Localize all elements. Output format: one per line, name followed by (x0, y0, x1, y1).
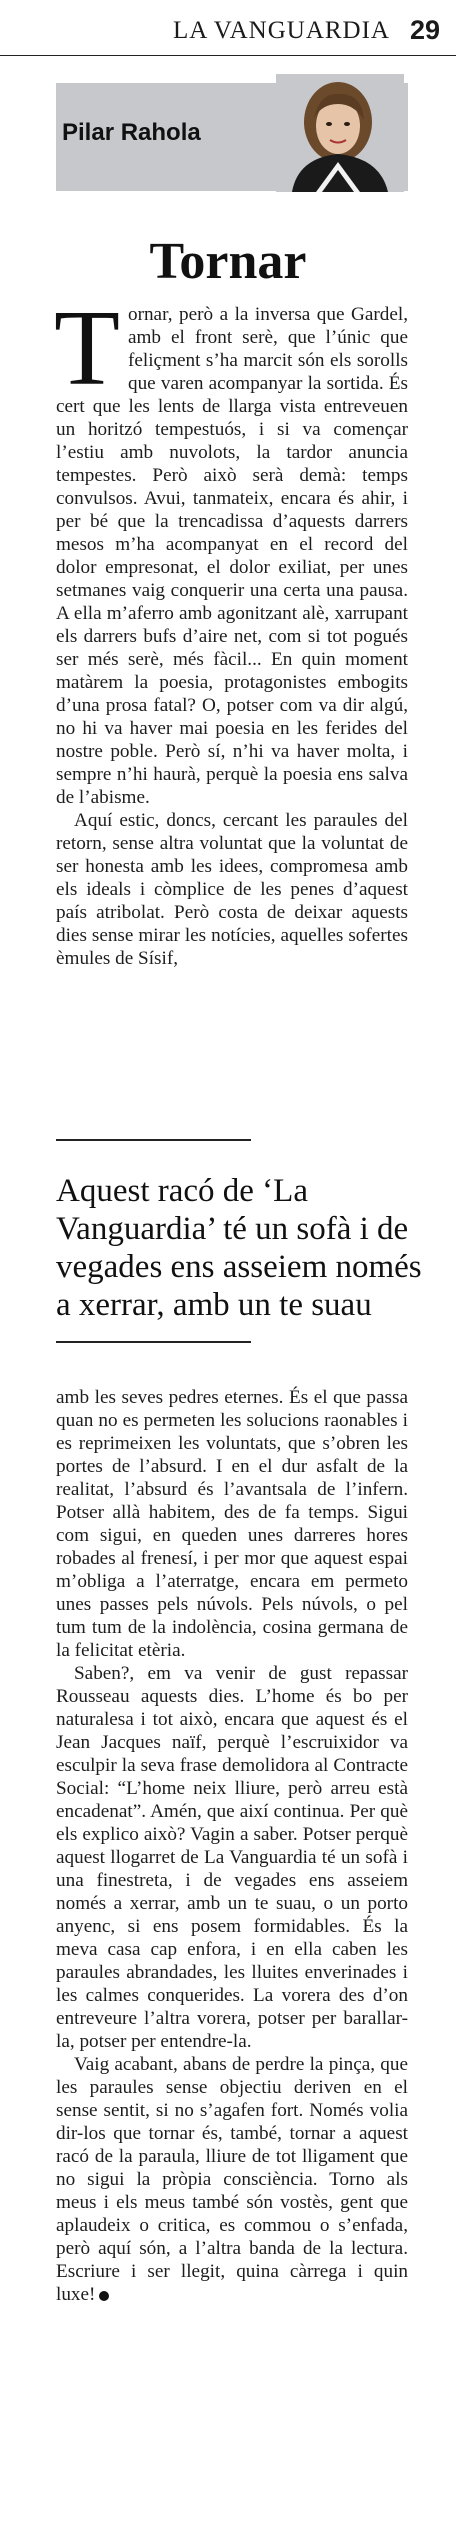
end-mark-icon (99, 2291, 109, 2301)
paragraph-4-text: Vaig acabant, abans de perdre la pinça, que les paraules sense objectiu deriven en el sense sentit, si no s’agafen fort. Només volia dir-los que tornar és, també, tornar a aquest racó de la paraula, lliure de tot lligament que no sigui la pròpia consciència. Torno als meus i els meus també són vostès, gent que aplaudeix o critica, es commou o s’enfada, però aquí són, a l’altra banda de la lectura. Escriure i ser llegit, quina càrrega i quin luxe! (56, 2054, 408, 2305)
paragraph-4 (56, 2053, 408, 2306)
paragraph-2-start: Aquí estic, doncs, cercant les paraules del retorn, sense altra voluntat que la voluntat de ser honesta amb les idees, compromesa amb els ideals i còmplice de les penes d’aquest país atribolat. Però costa de deixar aquests dies sense mirar les notícies, aquelles sofertes èmules de Sísif, (56, 810, 408, 969)
page-number: 29 (409, 15, 440, 45)
pull-quote-rule-top (56, 1139, 251, 1141)
page-header (0, 0, 456, 56)
pull-quote-rule-bottom (56, 1341, 251, 1343)
newspaper-name: LA VANGUARDIA (173, 17, 390, 44)
pull-quote: Aquest racó de ‘La Vanguardia’ té un sofà i de vegades ens asseiem només a xerrar, amb un te suau (56, 1173, 422, 1323)
paragraph-2-end: amb les seves pedres eternes. És el que passa quan no es permeten les solucions raonables i es reprimeixen les voluntats, que s’obren les portes de l’absurd. I en el dur asfalt de la realitat, l’absurd és l’avantsala de l’infern. Potser allà habitem, des de fa temps. Sigui com sigui, en queden unes darreres hores robades al frenesí, i per mor que aquest espai m’obliga a l’aterratge, encara em permeto unes passes pels núvols. Pels núvols, o pel tum tum de la indolència, cosina germana de la felicitat etèria. (56, 1387, 408, 1661)
paragraph-3: Saben?, em va venir de gust repassar Rousseau aquests dies. L’home és bo per naturalesa i tot això, encara que aquest és el Jean Jacques naïf, perquè l’escruixidor va esculpir la seva frase demolidora al Contracte Social: “L’home neix lliure, però arreu està encadenat”. Amén, que així continua. Per què els explico això? Vagin a saber. Potser perquè aquest llogarret de La Vanguardia té un sofà i una finestreta, i de vegades ens asseiem només a xerrar, amb un te suau, o un porto anyenc, si ens posem formidables. És la meva casa cap enfora, i en ella caben les paraules abrandades, les lluites enverinades i les calmes conquerides. La vorera des d’on entreveure l’altra vorera, potser per barallar-la, potser per entendre-la. (56, 1663, 408, 2052)
article-title: Tornar (149, 233, 307, 290)
paragraph-1-text: ornar, però a la inversa que Gardel, amb el front serè, que l’únic que feliçment s’ha marcit són els sorolls que varen acompanyar la sortida. És cert que les lents de llarga vista entreveuen un horitzó tempestuós, i si va començar l’estiu amb nuvolots, la tardor anuncia tempestes. Però això serà demà: temps convulsos. Avui, tanmateix, encara és ahir, i per bé que la trencadissa d’aquests darrers mesos m’ha acompanyat en el record del dolor empresonat, el dolor exiliat, per unes setmanes vaig conquerir una certa una pausa. A ella m’aferro amb agonitzant alè, xarrupant els darrers bufs d’aire net, com si tot pogués ser més serè, més fàcil... En quin moment matàrem la poesia, protagonistes embogits d’una prosa fatal? O, potser com va dir algú, no hi va haver mai poesia en les ferides del nostre poble. Però sí, n’hi va haver molta, i sempre n’hi haurà, perquè la poesia ens salva de l’abisme. (56, 304, 408, 808)
article-column-top (54, 289, 408, 970)
author-portrait (276, 74, 404, 192)
drop-cap: T (54, 289, 120, 408)
author-name: Pilar Rahola (62, 119, 201, 146)
article-column-bottom (56, 1386, 408, 2306)
paragraph-1 (54, 289, 408, 809)
